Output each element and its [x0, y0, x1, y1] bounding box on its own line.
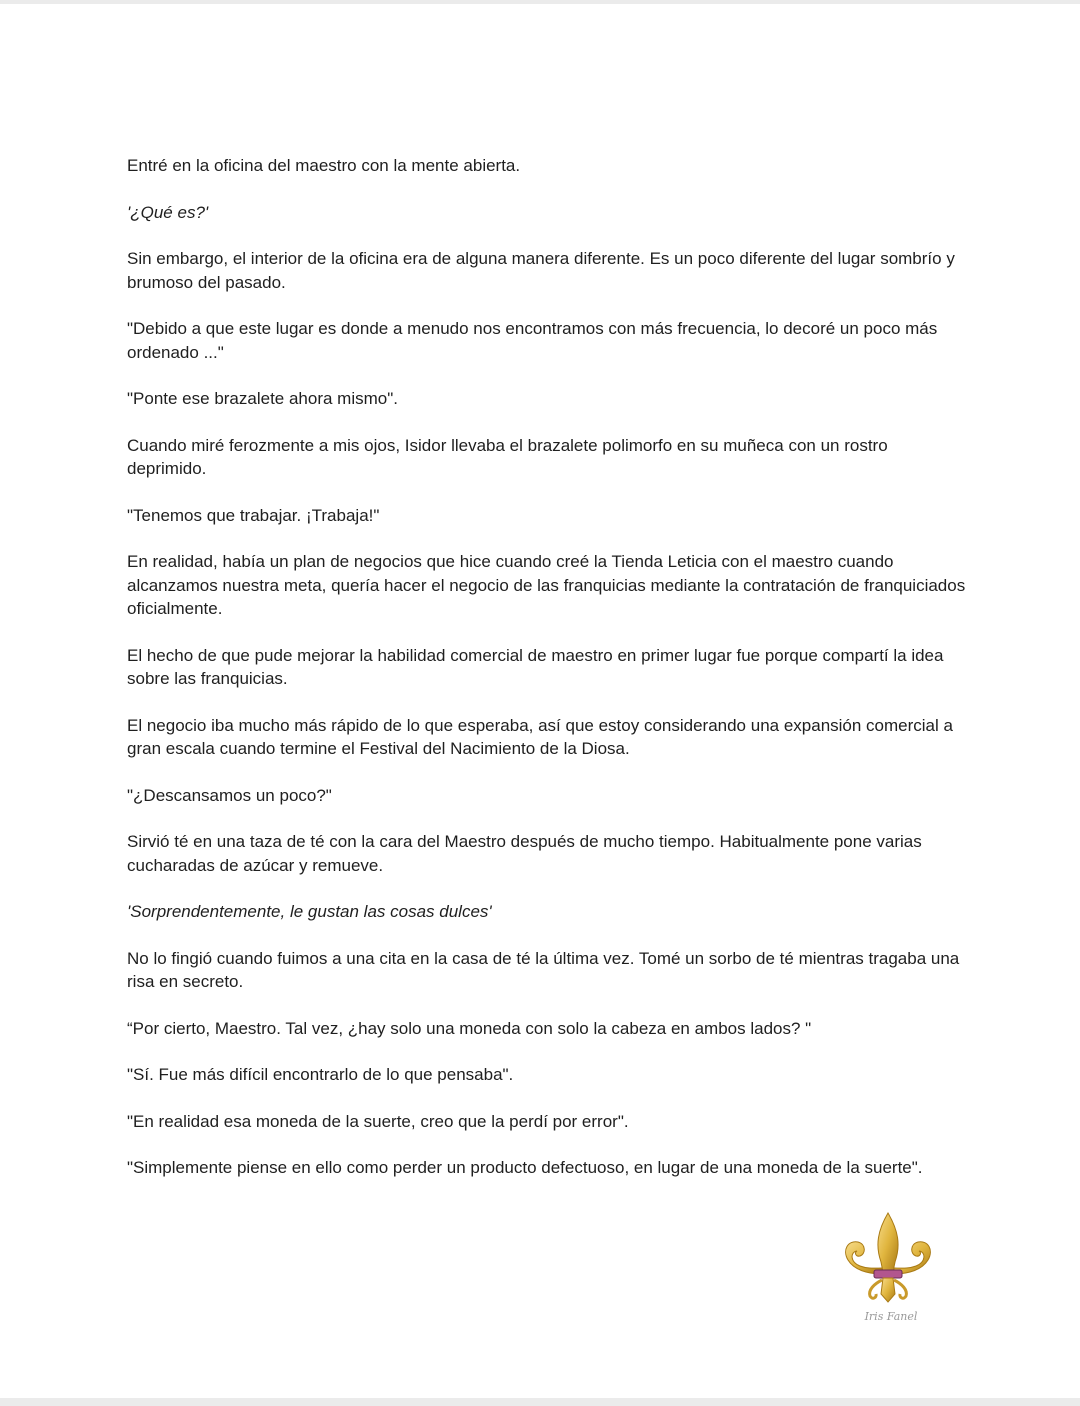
document-body [127, 154, 967, 1203]
paragraph: Entré en la oficina del maestro con la mente abierta. [127, 156, 521, 175]
paragraph: "Tenemos que trabajar. ¡Trabaja!" [127, 505, 380, 525]
paragraph: Sirvió té en una taza de té con la cara del Maestro después de mucho tiempo. Habitualmente pone varias cucharadas de azúcar y remueve. [127, 832, 922, 875]
paragraph: “Por cierto, Maestro. Tal vez, ¿hay solo una moneda con solo la cabeza en ambos lados? " [127, 1018, 812, 1038]
document-page [0, 4, 1080, 1398]
paragraph: "Debido a que este lugar es donde a menudo nos encontramos con más frecuencia, lo decoré un poco más ordenado ..." [127, 319, 938, 362]
paragraph: "¿Descansamos un poco?" [127, 785, 332, 805]
paragraph-italic: '¿Qué es?' [127, 202, 209, 222]
paragraph: Sin embargo, el interior de la oficina era de alguna manera diferente. Es un poco diferente del lugar sombrío y brumoso del pasado. [127, 249, 955, 292]
paragraph: "Sí. Fue más difícil encontrarlo de lo que pensaba". [127, 1065, 514, 1084]
paragraph: El negocio iba mucho más rápido de lo que esperaba, así que estoy considerando una expansión comercial a gran escala cuando termine el Festival del Nacimiento de la Diosa. [127, 715, 953, 758]
paragraph: "En realidad esa moneda de la suerte, creo que la perdí por error". [127, 1111, 629, 1131]
paragraph: En realidad, había un plan de negocios que hice cuando creé la Tienda Leticia con el maestro cuando alcanzamos nuestra meta, quería hacer el negocio de las franquicias mediante la contratación de franquiciados oficialmente. [127, 552, 966, 618]
paragraph: "Simplemente piense en ello como perder un producto defectuoso, en lugar de una moneda de la suerte". [127, 1158, 923, 1177]
fleur-de-lis-watermark [838, 1210, 938, 1334]
paragraph: Cuando miré ferozmente a mis ojos, Isidor llevaba el brazalete polimorfo en su muñeca con un rostro deprimido. [127, 435, 888, 478]
paragraph: El hecho de que pude mejorar la habilidad comercial de maestro en primer lugar fue porque compartí la idea sobre las franquicias. [127, 645, 944, 688]
paragraph: "Ponte ese brazalete ahora mismo". [127, 389, 398, 408]
paragraph-italic: 'Sorprendentemente, le gustan las cosas dulces' [127, 902, 492, 921]
signature: Iris Fanel [864, 1310, 918, 1323]
paragraph: No lo fingió cuando fuimos a una cita en la casa de té la última vez. Tomé un sorbo de té mientras tragaba una risa en secreto. [127, 948, 960, 991]
